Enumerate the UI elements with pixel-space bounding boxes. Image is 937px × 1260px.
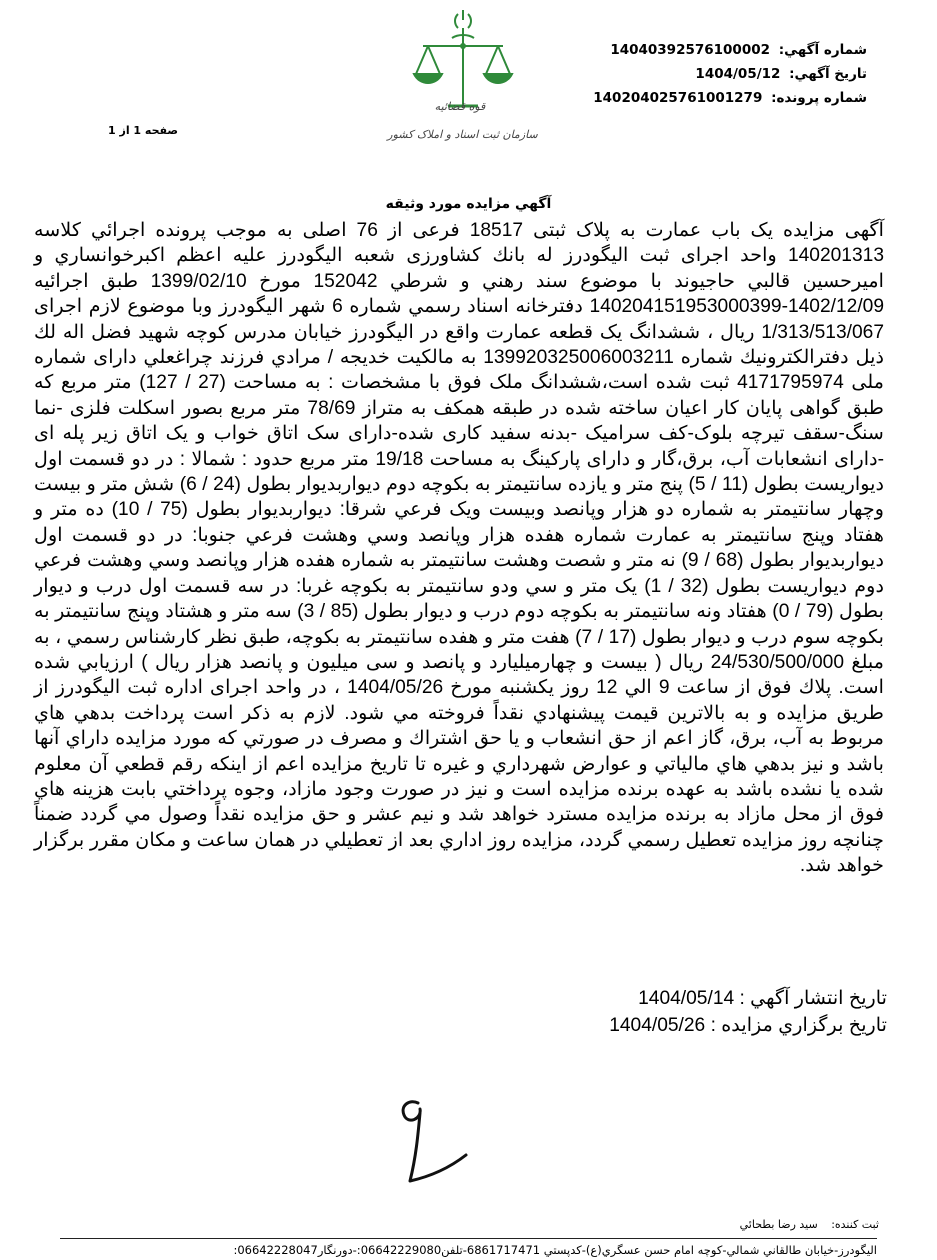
judiciary-emblem-icon xyxy=(408,8,518,133)
notice-body-text: آگهی مزایده یک باب عمارت به پلاک ثبتی 18517 فرعی از 76 اصلی به موجب پرونده اجرائي كلاسه 140201313 واحد اجرای ثبت الیگودرز له بانك كشاورزی شعبه الیگودرز عليه اعظم اكبرخوانساري و اميرحسين قالبي حاجيوند با موضوع سند رهني و شرطي 152042 مورخ 1399/02/10 طبق اجرائيه 1402/12/09-140204151953000399 دفترخانه اسناد رسمي شماره 6 شهر اليگودرز وبا موضوع لازم اجرای 1/313/513/067 ريال ، ششدانگ يک قطعه عمارت واقع در اليگودرز خيابان مدرس كوچه شهيد فضل اله لك ذيل دفترالكترونيك شماره 139920325006003211 به مالكيت خديجه / مرادي فرزند چراغعلي دارای شماره ملی 4171795974 ثبت شده است،ششدانگ ملک فوق با مشخصات : به مساحت (27 / 127) متر مربع كه طبق گواهی پایان كار اعيان ساخته شده در طبقه همكف به متراز 78/69 متر مربع بصور اسكلت فلزی -نما سنگ-سقف تيرچه بلوک-كف سراميک -بدنه سفيد كاری شده-دارای سک اتاق خواب و يک اتاق زير پله ای -دارای انشعابات آب، برق،گار و دارای پاركينگ به مساحت 19/18 متر مربع حدود : شمالا : در دو قسمت اول ديواريست بطول (11 / 5) پنج متر و يازده سانتيمتر به بكوچه دوم ديواربديوار بطول (24 / 6) شش متر و بيست وچهار سانتيمتر به شماره دو هزار وپانصد وبيست ويک فرعي شرقا: ديواربديوار بطول (75 / 10) ده متر و هفتاد وپنج سانتيمتر به عمارت شماره هفده هزار وپانصد وسي وهشت فرعي جنوبا: در دو قسمت اول ديواربديوار بطول (68 / 9) نه متر و شصت وهشت سانتيمتر به شماره هفده هزار وپانصد وسي وهشت فرعي دوم ديواريست بطول (32 / 1) يک متر و سي ودو سانتيمتر به بكوچه غربا: در سه قسمت اول درب و ديوار بطول (79 / 0) هفتاد ونه سانتيمتر به بكوچه دوم درب و ديوار بطول (85 / 3) سه متر و هشتاد وپنج سانتيمتر به بكوچه سوم درب و ديوار بطول (17 / 7) هفت متر و هفده سانتيمتر به بكوچه، طبق نظر كارشناس رسمي ، به مبلغ 24/530/500/000 ريال ( بيست و چهارميليارد و پانصد و سی ميليون و پانصد هزار ريال ) ارزيابي شده است. پلاك فوق از ساعت 9 الي 12 روز يكشنبه مورخ 1404/05/26 ، در واحد اجرای اداره ثبت اليگودرز از طريق مزايده و به بالاترين قيمت پيشنهادي نقداً فروخته مي شود. لازم به ذكر است پرداخت بدهي هاي مربوط به آب، برق، گاز اعم از حق انشعاب و يا حق اشتراك و مصرف در صورتي كه مورد مزايده داراي آنها باشد و نيز بدهي هاي مالياتي و عوارض شهرداري و غيره تا تاريخ مزايده اعم از اينكه رقم قطعي آن معلوم شده يا نشده باشد به عهده برنده مزايده است و نيز در صورت وجود مازاد، وجوه پرداختي بابت هزينه هاي فوق از محل مازاد به برنده مزايده مسترد خواهد شد و نيم عشر و حق مزايده نقداً وصول مي گردد ضمناً چنانچه روز مزايده تعطيل رسمي گردد، مزايده روز اداري بعد از تعطيلي در همان ساعت و مكان مقرر برگزار خواهد شد. xyxy=(34,220,885,877)
page-indicator: صفحه 1 از 1 xyxy=(108,124,179,137)
notice-number-value: 14040392576100002 xyxy=(610,42,770,58)
notice-number-row xyxy=(593,38,867,62)
notice-title: آگهي مزايده مورد وثيقه xyxy=(385,196,552,212)
signature-icon xyxy=(370,1085,480,1195)
registrar-label: ثبت كننده: xyxy=(831,1218,879,1231)
publish-date-value: 1404/05/14 xyxy=(638,988,735,1009)
notice-date-row xyxy=(593,62,867,86)
notice-number-label: شماره آگهي: xyxy=(778,42,867,58)
emblem-caption-judiciary: قوه قضائيه xyxy=(434,100,486,113)
publish-date-label: تاريخ انتشار آگهي : xyxy=(739,988,887,1009)
publish-date-row xyxy=(609,985,887,1012)
case-number-label: شماره پرونده: xyxy=(771,90,867,106)
notice-date-value: 1404/05/12 xyxy=(695,66,781,82)
case-number-row xyxy=(593,86,867,110)
auction-date-row xyxy=(609,1012,887,1039)
notice-body xyxy=(34,218,884,879)
auction-date-value: 1404/05/26 xyxy=(609,1015,706,1036)
footer-address: اليگودرز-خيابان طالقاني شمالي-كوچه امام حسن عسگري(ع)-كدپستي 6861717471-تلفن06642229080:-دورنگار06642228047: xyxy=(60,1238,877,1257)
emblem-caption-org: سازمان ثبت اسناد و املاک کشور xyxy=(387,128,538,141)
notice-dates xyxy=(609,985,887,1039)
notice-date-label: تاريخ آگهي: xyxy=(789,66,867,82)
auction-date-label: تاريخ برگزاري مزايده : xyxy=(710,1015,887,1036)
registrar xyxy=(740,1218,879,1231)
case-number-value: 140204025761001279 xyxy=(593,90,763,106)
header-meta xyxy=(593,38,867,110)
registrar-name: سيد رضا بطحائي xyxy=(739,1218,818,1231)
